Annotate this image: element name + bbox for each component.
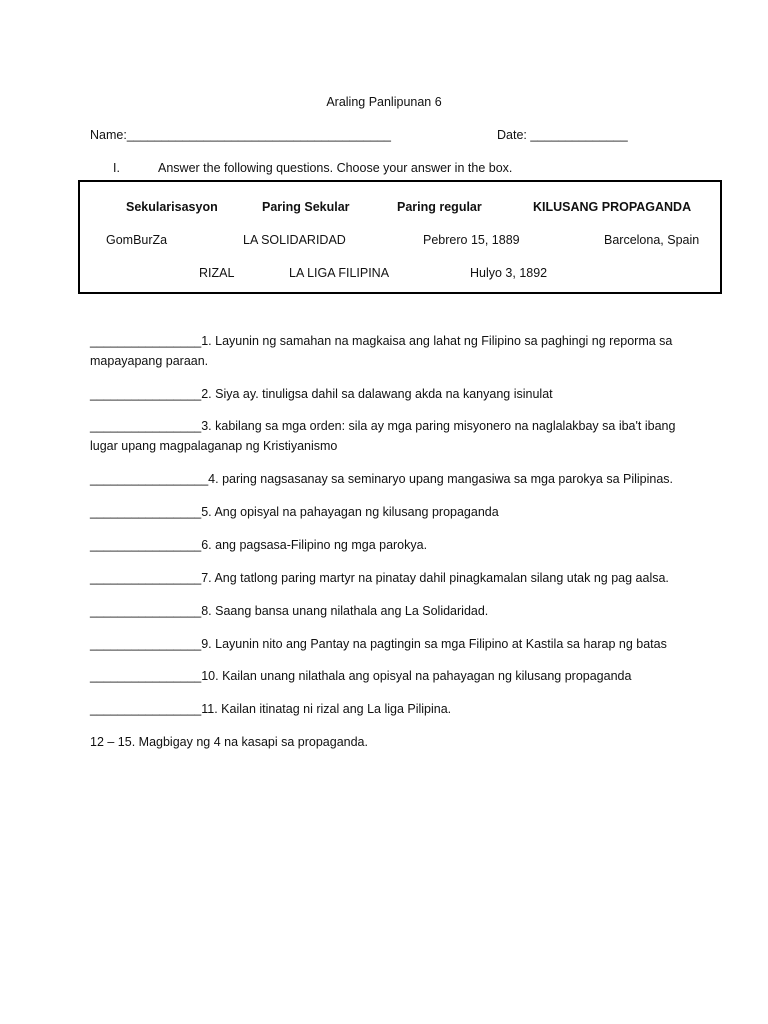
choice-barcelona-spain: Barcelona, Spain [604, 233, 700, 247]
question-10: ________________10. Kailan unang nilathala ang opisyal na pahayagan ng kilusang propaganda [90, 669, 632, 683]
question-2: ________________2. Siya ay. tinuligsa dahil sa dalawang akda na kanyang isinulat [90, 387, 553, 401]
choice-la-solidaridad: LA SOLIDARIDAD [243, 233, 346, 247]
choice-la-liga-filipina: LA LIGA FILIPINA [289, 266, 390, 280]
choice-rizal: RIZAL [199, 266, 235, 280]
choice-sekularisasyon: Sekularisasyon [126, 200, 218, 214]
question-9: ________________9. Layunin nito ang Pantay na pagtingin sa mga Filipino at Kastila sa harap ng batas [90, 637, 667, 651]
choice-pebrero-15-1889: Pebrero 15, 1889 [423, 233, 520, 247]
choice-gomburza: GomBurZa [106, 233, 168, 247]
question-8: ________________8. Saang bansa unang nilathala ang La Solidaridad. [90, 604, 489, 618]
question-4: _________________4. paring nagsasanay sa seminaryo upang mangasiwa sa mga parokya sa Pilipinas. [90, 472, 674, 486]
choice-kilusang-propaganda: KILUSANG PROPAGANDA [533, 200, 692, 214]
question-7: ________________7. Ang tatlong paring martyr na pinatay dahil pinagkamalan silang utak ng pag aalsa. [90, 571, 669, 585]
choice-hulyo-3-1892: Hulyo 3, 1892 [470, 266, 548, 280]
name-field-line: Name:______________________________________ [90, 128, 391, 142]
question-1: ________________1. Layunin ng samahan na magkaisa ang lahat ng Filipino sa paghingi ng reporma sa mapayapang paraan. [90, 334, 673, 368]
choice-paring-regular: Paring regular [397, 200, 482, 214]
question-11: ________________11. Kailan itinatag ni rizal ang La liga Pilipina. [90, 702, 452, 716]
choice-paring-sekular: Paring Sekular [262, 200, 350, 214]
instruction-text: Answer the following questions. Choose your answer in the box. [158, 161, 513, 175]
instruction-number: I. [113, 161, 120, 175]
date-field-line: Date: ______________ [497, 128, 628, 142]
question-12-15: 12 – 15. Magbigay ng 4 na kasapi sa propaganda. [90, 735, 368, 749]
worksheet-title: Araling Panlipunan 6 [326, 95, 442, 109]
question-3: ________________3. kabilang sa mga orden: sila ay mga paring misyonero na naglalakbay sa iba't ibang lugar upang magpalaganap ng Kristiyanismo [90, 419, 676, 453]
question-6: ________________6. ang pagsasa-Filipino ng mga parokya. [90, 538, 428, 552]
question-5: ________________5. Ang opisyal na pahayagan ng kilusang propaganda [90, 505, 499, 519]
